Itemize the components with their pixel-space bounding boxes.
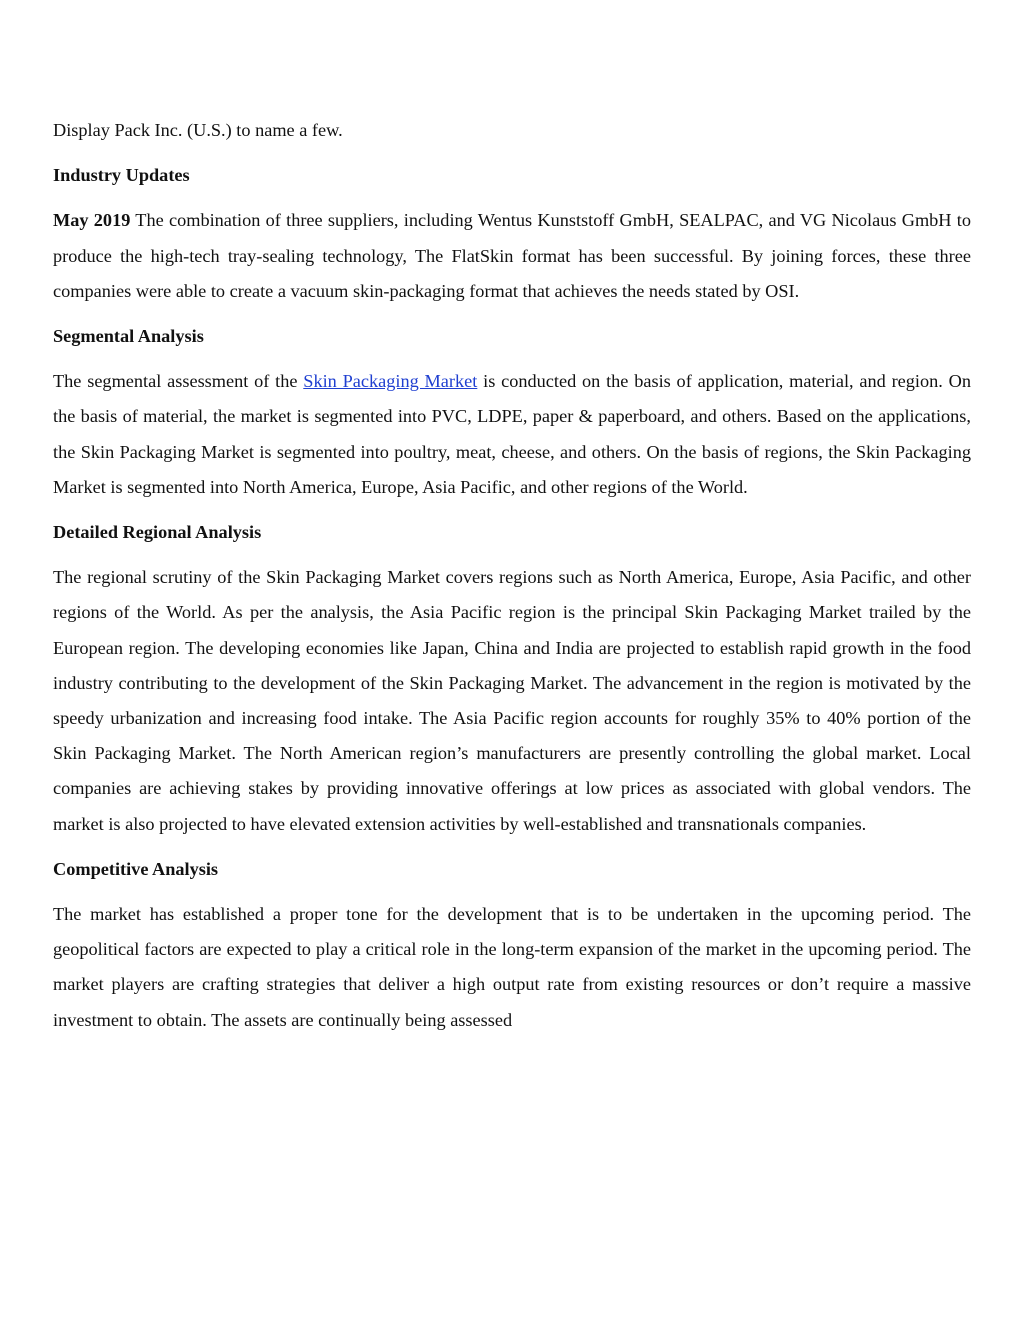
segmental-analysis-paragraph: [53, 364, 971, 505]
industry-updates-paragraph: [53, 203, 971, 309]
document-page: [53, 113, 971, 1038]
regional-analysis-paragraph: The regional scrutiny of the Skin Packaging Market covers regions such as North America, Europe, Asia Pacific, and other regions of the World. As per the analysis, the Asia Pacific region is the principal Skin Packaging Market trailed by the European region. The developing economies like Japan, China and India are projected to establish rapid growth in the food industry contributing to the development of the Skin Packaging Market. The advancement in the region is motivated by the speedy urbanization and increasing food intake. The Asia Pacific region accounts for roughly 35% to 40% portion of the Skin Packaging Market. The North American region’s manufacturers are presently controlling the global market. Local companies are achieving stakes by providing innovative offerings at low prices as associated with global vendors. The market is also projected to have elevated extension activities by well-established and transnationals companies.: [53, 567, 971, 834]
date-lead: May 2019: [53, 210, 131, 231]
competitive-analysis-paragraph: The market has established a proper tone for the development that is to be undertaken in the upcoming period. The geopolitical factors are expected to play a critical role in the long-term expansion of the market in the upcoming period. The market players are crafting strategies that deliver a high output rate from existing resources or don’t require a massive investment to obtain. The assets are continually being assessed: [53, 904, 971, 1030]
competitive-analysis-heading: Competitive Analysis: [53, 858, 219, 879]
segmental-body-start: The segmental assessment of the: [53, 371, 304, 392]
industry-updates-heading: Industry Updates: [53, 165, 190, 186]
segmental-analysis-heading: Segmental Analysis: [53, 326, 204, 347]
intro-line: Display Pack Inc. (U.S.) to name a few.: [53, 120, 343, 140]
regional-analysis-heading: Detailed Regional Analysis: [53, 522, 262, 543]
industry-updates-body: The combination of three suppliers, including Wentus Kunststoff GmbH, SEALPAC, and VG Nicolaus GmbH to produce the high-tech tray-sealing technology, The FlatSkin format has been successful. By joining forces, these three companies were able to create a vacuum skin-packaging format that achieves the needs stated by OSI.: [53, 210, 971, 301]
skin-packaging-market-link[interactable]: Skin Packaging Market: [303, 371, 478, 392]
segmental-body-end: is conducted on the basis of application, material, and region. On the basis of material, the market is segmented into PVC, LDPE, paper & paperboard, and others. Based on the applications, the Skin Packaging Market is segmented into poultry, meat, cheese, and others. On the basis of regions, the Skin Packaging Market is segmented into North America, Europe, Asia Pacific, and other regions of the World.: [53, 371, 971, 497]
